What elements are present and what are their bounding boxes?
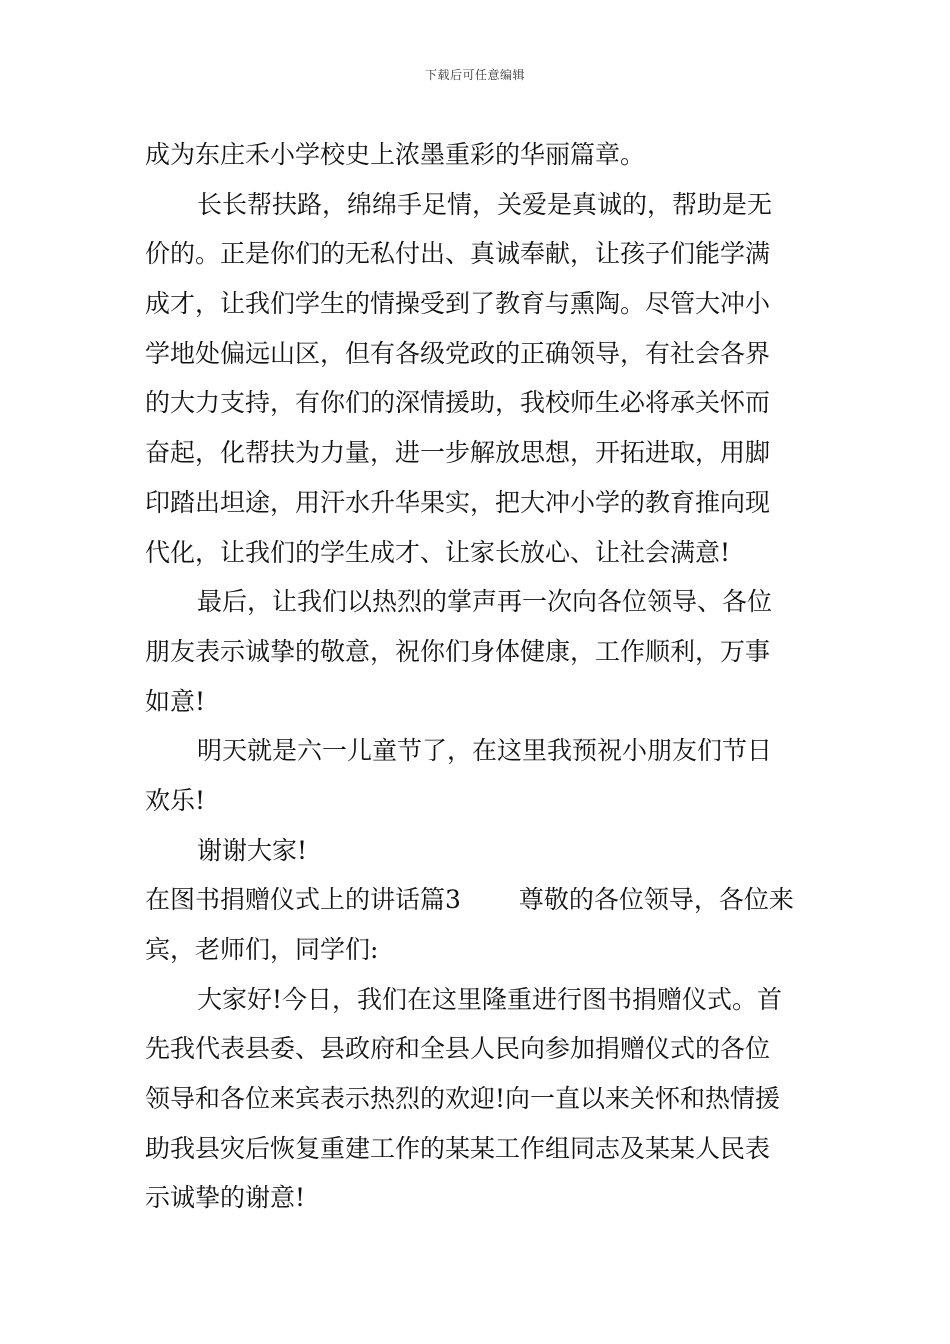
text-line: 如意! — [145, 686, 206, 716]
text-line: 朋友表示诚挚的敬意，祝你们身体健康，工作顺利，万事 — [145, 636, 771, 666]
text-line: 明天就是六一儿童节了，在这里我预祝小朋友们节日 — [197, 736, 773, 766]
text-line: 大家好!今日，我们在这里隆重进行图书捐赠仪式。首 — [197, 984, 783, 1014]
text-line: 欢乐! — [145, 785, 206, 815]
text-line: 奋起，化帮扶为力量，进一步解放思想，开拓进取，用脚 — [145, 438, 771, 468]
text-line: 代化，让我们的学生成才、让家长放心、让社会满意! — [145, 537, 731, 567]
text-line: 先我代表县委、县政府和全县人民向参加捐赠仪式的各位 — [145, 1034, 771, 1064]
body-text — [145, 130, 807, 1223]
text-line: 领导和各位来宾表示热烈的欢迎!向一直以来关怀和热情援 — [145, 1084, 781, 1114]
text-line: 成才，让我们学生的情操受到了教育与熏陶。尽管大冲小 — [145, 289, 771, 319]
text-line: 成为东庄禾小学校史上浓墨重彩的华丽篇章。 — [145, 140, 646, 169]
text-line: 的大力支持，有你们的深情援助，我校师生必将承关怀而 — [145, 388, 771, 418]
text-line: 宾，老师们，同学们: — [145, 935, 379, 964]
text-line: 学地处偏远山区，但有各级党政的正确领导，有社会各界 — [145, 338, 771, 368]
section-title-line — [145, 875, 807, 925]
page-header: 下载后可任意编辑 — [424, 68, 525, 82]
text-line: 价的。正是你们的无私付出、真诚奉献，让孩子们能学满 — [145, 239, 771, 269]
section-title: 在图书捐赠仪式上的讲话篇3 — [145, 885, 461, 915]
text-line: 最后，让我们以热烈的掌声再一次向各位领导、各位 — [197, 587, 773, 617]
text-line: 示诚挚的谢意! — [145, 1183, 306, 1213]
text-line: 谢谢大家! — [197, 835, 308, 865]
text-line: 印踏出坦途，用汗水升华果实，把大冲小学的教育推向现 — [145, 487, 771, 517]
text-line: 助我县灾后恢复重建工作的某某工作组同志及某某人民表 — [145, 1133, 771, 1163]
salutation: 尊敬的各位领导，各位来 — [518, 885, 794, 915]
text-line: 长长帮扶路，绵绵手足情，关爱是真诚的，帮助是无 — [197, 189, 773, 219]
